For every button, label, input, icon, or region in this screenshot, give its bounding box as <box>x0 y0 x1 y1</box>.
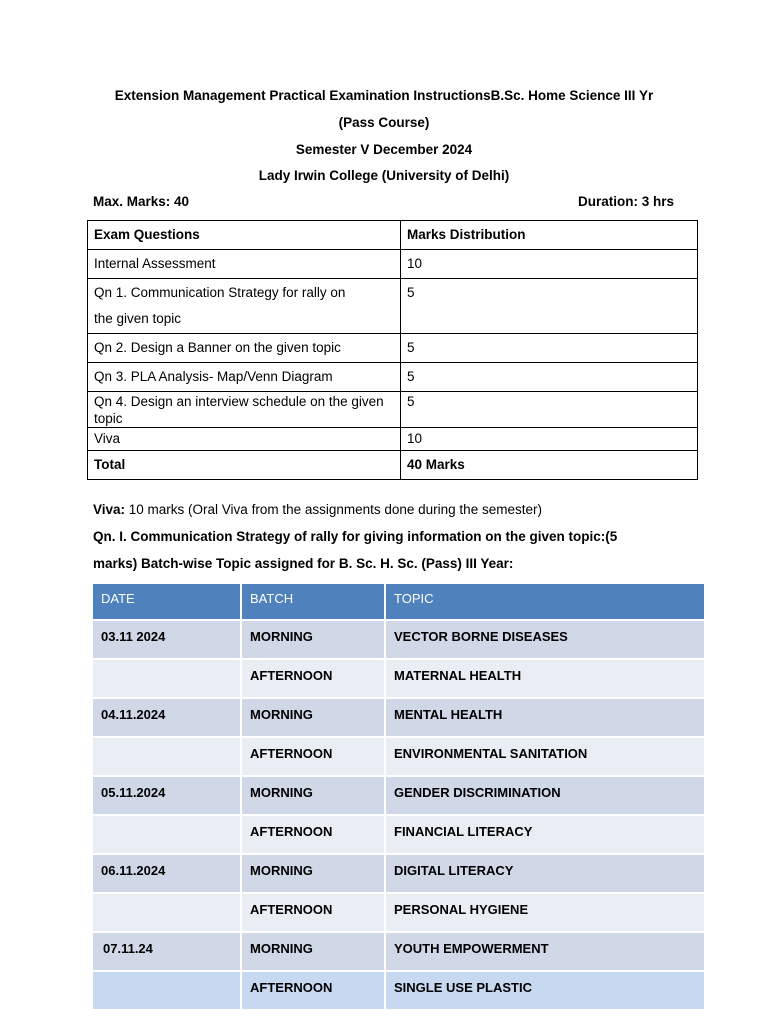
batch-cell: AFTERNOON <box>242 972 384 1009</box>
topic-cell: DIGITAL LITERACY <box>386 855 704 892</box>
question-cell <box>88 279 401 334</box>
marks-cell: 5 <box>401 334 698 363</box>
topic-cell: MENTAL HEALTH <box>386 699 704 736</box>
table-row <box>93 816 704 853</box>
marks-distribution-table <box>87 220 698 480</box>
topic-schedule-table <box>91 582 706 1011</box>
question-cell: Qn 2. Design a Banner on the given topic <box>88 334 401 363</box>
total-value: 40 Marks <box>401 451 698 480</box>
table-row <box>93 855 704 892</box>
topic-cell: PERSONAL HYGIENE <box>386 894 704 931</box>
table-row <box>88 392 698 428</box>
viva-label: Viva: <box>93 502 126 517</box>
marks-cell: 10 <box>401 250 698 279</box>
header-batch: BATCH <box>242 584 384 619</box>
topic-cell: SINGLE USE PLASTIC <box>386 972 704 1009</box>
viva-text: 10 marks (Oral Viva from the assignments done during the semester) <box>125 502 542 517</box>
marks-cell: 10 <box>401 428 698 451</box>
document-title: Extension Management Practical Examination InstructionsB.Sc. Home Science III Yr <box>114 88 654 103</box>
question-cell: Internal Assessment <box>88 250 401 279</box>
batch-cell: MORNING <box>242 855 384 892</box>
topic-cell: GENDER DISCRIMINATION <box>386 777 704 814</box>
table-header-row <box>88 221 698 250</box>
header-marks-distribution: Marks Distribution <box>401 221 698 250</box>
batch-cell: MORNING <box>242 699 384 736</box>
max-marks: Max. Marks: 40 <box>93 194 190 209</box>
total-label: Total <box>88 451 401 480</box>
date-cell: 07.11.24 <box>93 933 240 970</box>
table-row <box>93 894 704 931</box>
question1-line2: marks) Batch-wise Topic assigned for B. Sc. H. Sc. (Pass) III Year: <box>93 556 514 571</box>
table-row <box>93 621 704 658</box>
question-cell: Qn 3. PLA Analysis- Map/Venn Diagram <box>88 363 401 392</box>
table-row <box>88 334 698 363</box>
table-row <box>93 660 704 697</box>
date-cell: 06.11.2024 <box>93 855 240 892</box>
table-row <box>88 250 698 279</box>
batch-cell: AFTERNOON <box>242 816 384 853</box>
batch-cell: MORNING <box>242 777 384 814</box>
question-text: Qn 4. Design an interview schedule on the given <box>94 394 384 409</box>
college-name: Lady Irwin College (University of Delhi) <box>258 168 510 183</box>
date-cell <box>93 738 240 775</box>
date-cell: 03.11 2024 <box>93 621 240 658</box>
batch-cell: AFTERNOON <box>242 894 384 931</box>
table-row <box>88 279 698 334</box>
table-row <box>93 933 704 970</box>
topic-header-row <box>93 584 704 619</box>
table-row <box>88 363 698 392</box>
batch-cell: MORNING <box>242 621 384 658</box>
date-cell <box>93 660 240 697</box>
marks-cell: 5 <box>401 392 698 428</box>
header-date: DATE <box>93 584 240 619</box>
course-type: (Pass Course) <box>338 115 430 130</box>
table-row <box>93 777 704 814</box>
question-cell <box>88 392 401 428</box>
topic-cell: VECTOR BORNE DISEASES <box>386 621 704 658</box>
topic-cell: ENVIRONMENTAL SANITATION <box>386 738 704 775</box>
batch-cell: AFTERNOON <box>242 660 384 697</box>
question-cell: Viva <box>88 428 401 451</box>
topic-cell: YOUTH EMPOWERMENT <box>386 933 704 970</box>
question-text: Qn 1. Communication Strategy for rally on <box>94 285 346 300</box>
date-cell <box>93 972 240 1009</box>
table-row <box>93 738 704 775</box>
date-cell <box>93 894 240 931</box>
table-row <box>93 699 704 736</box>
header-topic: TOPIC <box>386 584 704 619</box>
date-cell: 05.11.2024 <box>93 777 240 814</box>
topic-cell: FINANCIAL LITERACY <box>386 816 704 853</box>
viva-note <box>93 502 542 517</box>
table-row <box>88 428 698 451</box>
duration: Duration: 3 hrs <box>577 194 674 209</box>
marks-cell: 5 <box>401 363 698 392</box>
marks-cell: 5 <box>401 279 698 334</box>
table-row <box>93 972 704 1009</box>
date-cell <box>93 816 240 853</box>
date-cell: 04.11.2024 <box>93 699 240 736</box>
question1-line1: Qn. I. Communication Strategy of rally for giving information on the given topic:(5 <box>93 529 618 544</box>
question-text-cont: topic <box>94 411 123 426</box>
batch-cell: AFTERNOON <box>242 738 384 775</box>
table-total-row <box>88 451 698 480</box>
header-exam-questions: Exam Questions <box>88 221 401 250</box>
topic-cell: MATERNAL HEALTH <box>386 660 704 697</box>
semester-line: Semester V December 2024 <box>295 142 473 157</box>
batch-cell: MORNING <box>242 933 384 970</box>
question-text-cont: the given topic <box>94 311 182 326</box>
